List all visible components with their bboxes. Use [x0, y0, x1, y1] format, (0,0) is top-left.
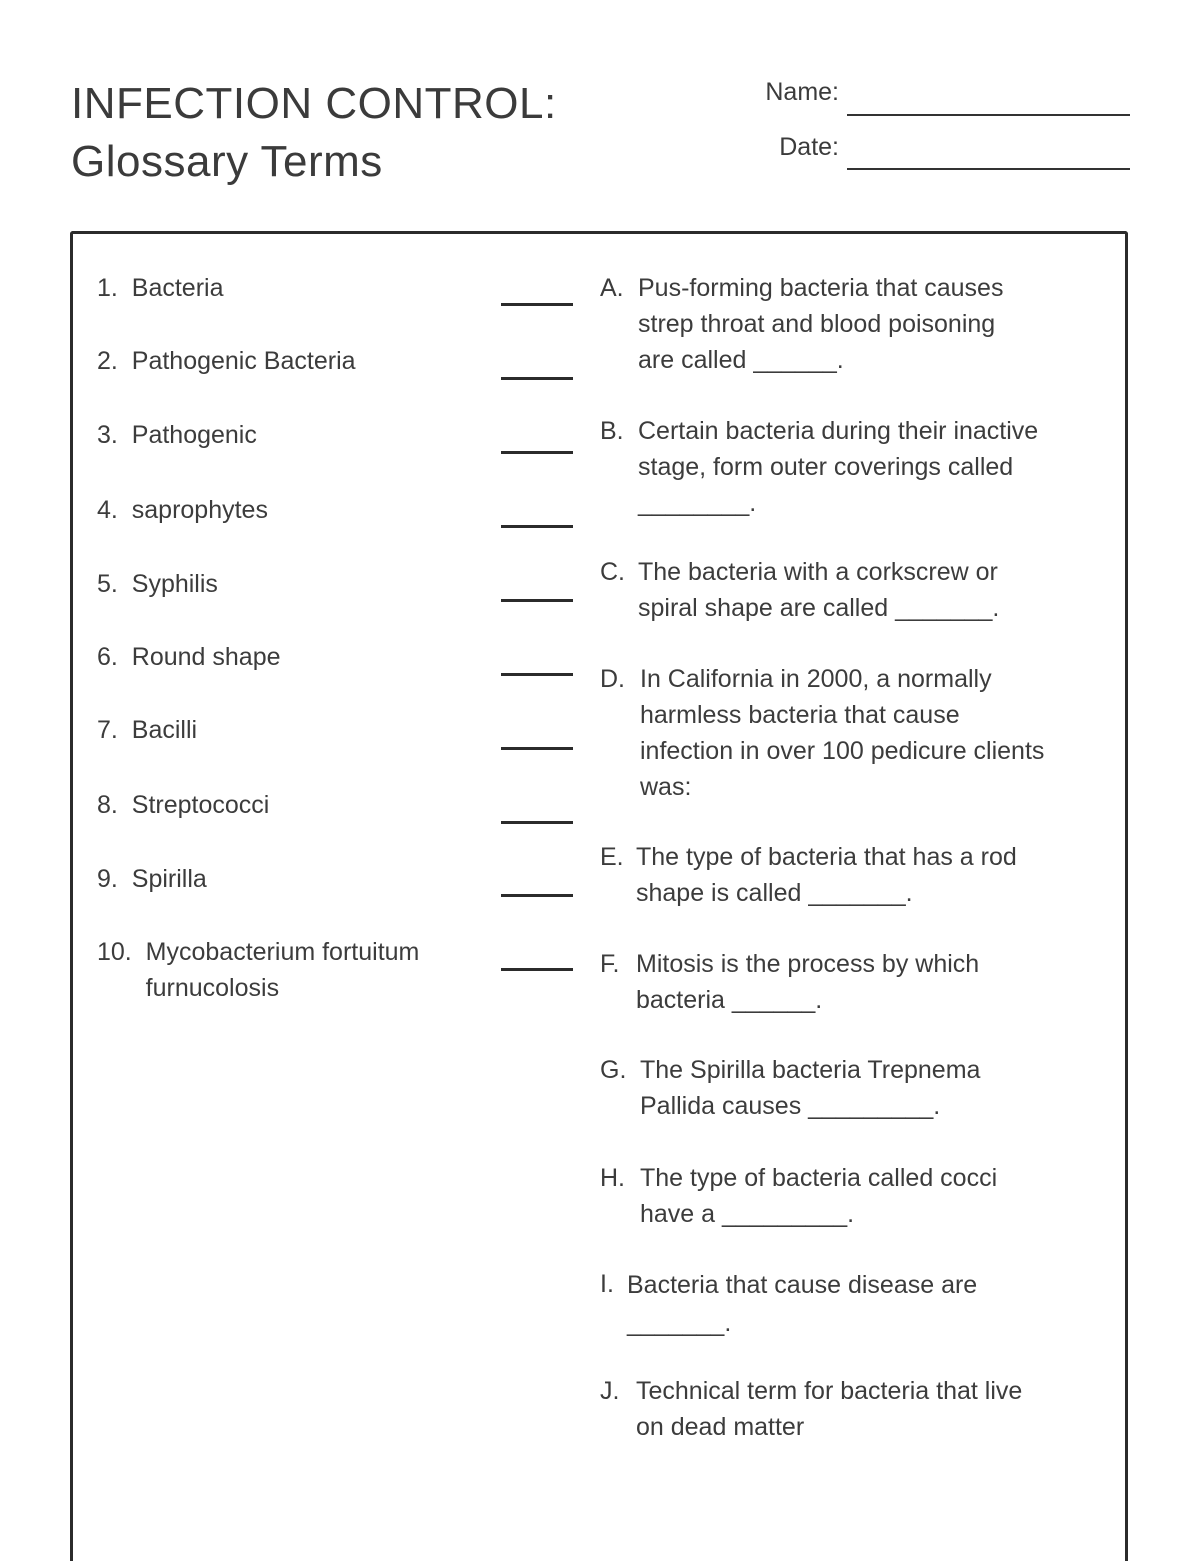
definition-item	[600, 554, 1120, 626]
term-number: 4.	[97, 496, 118, 524]
term-text: Syphilis	[131, 570, 218, 598]
term-text: Pathogenic	[131, 421, 257, 449]
definition-item	[600, 1266, 1120, 1342]
term-item	[97, 787, 269, 823]
term-item	[97, 566, 218, 602]
definition-item	[600, 946, 1120, 1018]
answer-blank[interactable]	[501, 303, 573, 306]
term-text: Streptococci	[131, 791, 270, 819]
answer-blank[interactable]	[501, 673, 573, 676]
term-text: Mycobacterium fortuitum furnucolosis	[145, 938, 420, 1002]
worksheet-title-line-1: INFECTION CONTROL:	[71, 79, 557, 128]
definition-text: Certain bacteria during their inactive stage, form outer coverings called ________.	[638, 417, 1039, 517]
answer-blank[interactable]	[501, 821, 573, 824]
answer-blank[interactable]	[501, 377, 573, 380]
definition-item	[600, 413, 1120, 521]
term-text: Spirilla	[131, 865, 207, 893]
definition-letter: B.	[600, 417, 624, 445]
term-number: 1.	[97, 274, 118, 302]
answer-blank[interactable]	[501, 451, 573, 454]
term-text: Bacteria	[131, 274, 224, 302]
definition-text: The bacteria with a corkscrew or spiral shape are called _______.	[638, 558, 1000, 622]
term-item	[97, 417, 257, 453]
definition-item	[600, 661, 1120, 805]
definition-letter: H.	[600, 1164, 625, 1192]
definition-text: Mitosis is the process by which bacteria ______.	[636, 950, 980, 1014]
definition-text: Technical term for bacteria that live on dead matter	[636, 1377, 1023, 1441]
name-field[interactable]	[847, 114, 1130, 116]
answer-blank[interactable]	[501, 968, 573, 971]
term-number: 6.	[97, 643, 118, 671]
definition-item	[600, 270, 1120, 378]
term-item	[97, 712, 197, 748]
definition-text: Pus-forming bacteria that causes strep throat and blood poisoning are called ______.	[638, 274, 1004, 374]
definition-text: Bacteria that cause disease are _______.	[627, 1271, 978, 1337]
definition-item	[600, 839, 1120, 911]
name-label: Name:	[765, 78, 839, 106]
definition-item	[600, 1373, 1120, 1445]
answer-blank[interactable]	[501, 747, 573, 750]
definition-letter: E.	[600, 843, 624, 871]
definition-item	[600, 1052, 1120, 1124]
definition-text: The type of bacteria that has a rod shape is called _______.	[636, 843, 1017, 907]
definition-letter: G.	[600, 1056, 627, 1084]
definition-letter: C.	[600, 558, 625, 586]
term-item	[97, 270, 223, 306]
term-number: 8.	[97, 791, 118, 819]
term-number: 9.	[97, 865, 118, 893]
term-item	[97, 861, 207, 897]
term-text: saprophytes	[131, 496, 268, 524]
definition-text: In California in 2000, a normally harmless bacteria that cause infection in over 100 pedicure clients was:	[640, 665, 1045, 801]
definition-letter: D.	[600, 665, 625, 693]
term-text: Round shape	[131, 643, 281, 671]
answer-blank[interactable]	[501, 599, 573, 602]
definition-text: The Spirilla bacteria Trepnema Pallida causes _________.	[640, 1056, 981, 1120]
worksheet-title-line-2: Glossary Terms	[71, 137, 383, 186]
term-number: 10.	[97, 938, 132, 966]
term-item	[97, 492, 268, 528]
term-text: Bacilli	[131, 716, 198, 744]
answer-blank[interactable]	[501, 894, 573, 897]
definition-letter: I.	[600, 1270, 614, 1298]
term-number: 7.	[97, 716, 118, 744]
definition-letter: J.	[600, 1377, 620, 1405]
definition-letter: F.	[600, 950, 620, 978]
term-item	[97, 934, 419, 1006]
term-item	[97, 639, 281, 675]
answer-blank[interactable]	[501, 525, 573, 528]
term-number: 3.	[97, 421, 118, 449]
date-label: Date:	[779, 133, 839, 161]
term-number: 2.	[97, 347, 118, 375]
term-text: Pathogenic Bacteria	[131, 347, 356, 375]
definition-item	[600, 1160, 1120, 1232]
date-field[interactable]	[847, 168, 1130, 170]
definition-text: The type of bacteria called cocci have a _________.	[640, 1164, 998, 1228]
term-number: 5.	[97, 570, 118, 598]
definition-letter: A.	[600, 274, 624, 302]
term-item	[97, 343, 356, 379]
